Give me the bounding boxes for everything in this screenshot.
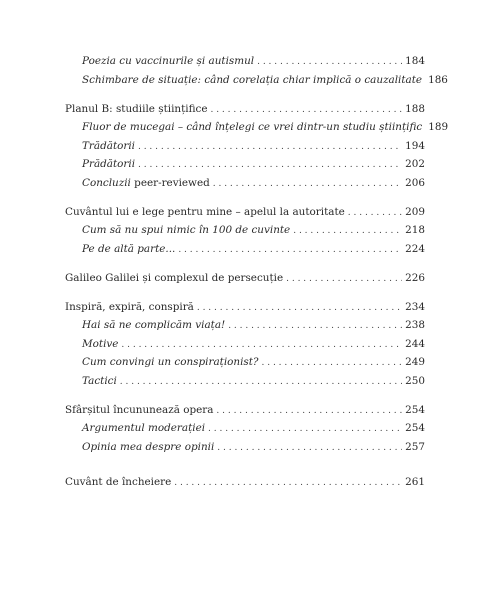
toc-chapter	[65, 203, 425, 222]
toc-chapter-page: 226	[405, 271, 425, 284]
toc-chapter-page: 188	[405, 102, 425, 115]
toc-entry-page: 244	[405, 337, 425, 350]
toc-entry-label: Opinia mea despre opinii	[82, 440, 215, 453]
dot-leader	[213, 174, 402, 194]
dot-leader	[262, 353, 403, 373]
toc-entry	[65, 372, 425, 391]
toc-entry	[65, 71, 448, 90]
toc-entry-label-upright: peer-reviewed	[130, 176, 210, 189]
toc-entry-label: Tactici	[82, 374, 117, 387]
toc-entry	[65, 316, 425, 335]
toc-entry	[65, 174, 425, 193]
toc-entry-label: Poezia cu vaccinurile și autismul	[82, 55, 255, 67]
toc-entry-label: Schimbare de situație: când corelația chiar implică o cauzalitate	[82, 73, 423, 86]
dot-leader	[293, 221, 402, 241]
toc-entry	[65, 52, 425, 71]
toc-chapter-title: Cuvântul lui e lege pentru mine – apelul la autoritate	[65, 205, 345, 218]
toc-entry-label: Cum convingi un conspiraționist?	[82, 356, 259, 368]
toc-chapter-title: Sfârșitul încununează opera	[65, 403, 214, 416]
toc-entry	[65, 118, 449, 137]
toc-chapter	[65, 269, 425, 288]
section-gap	[65, 390, 425, 401]
table-of-contents	[65, 52, 449, 492]
toc-entry	[65, 240, 425, 259]
toc-entry-page: 186	[428, 73, 448, 86]
toc-chapter-page: 261	[405, 476, 425, 488]
toc-chapter-title: Galileo Galilei și complexul de persecuție	[65, 271, 284, 284]
dot-leader	[138, 137, 402, 157]
dot-leader	[178, 240, 402, 260]
toc-chapter-page: 254	[405, 403, 425, 416]
toc-entry-page: 189	[428, 121, 449, 133]
dot-leader	[174, 473, 402, 493]
toc-entry	[65, 353, 425, 372]
dot-leader	[121, 335, 402, 355]
toc-entry	[65, 137, 425, 156]
toc-entry-label: Pe de altă parte...	[82, 242, 176, 255]
toc-entry-label: Hai să ne complicăm viața!	[82, 319, 226, 331]
toc-chapter	[65, 298, 425, 317]
section-gap	[65, 287, 425, 298]
section-gap	[65, 89, 425, 100]
toc-chapter-page: 234	[405, 300, 425, 313]
toc-entry-label	[82, 174, 210, 193]
toc-entry-page: 257	[405, 440, 425, 453]
dot-leader	[228, 316, 402, 336]
toc-entry-label: Fluor de mucegai – când înțelegi ce vrei dintr-un studiu științific	[82, 121, 423, 133]
toc-entry-page: 254	[405, 422, 425, 434]
toc-entry-label-italic: Concluzii	[82, 176, 131, 189]
section-gap	[65, 456, 425, 473]
toc-chapter	[65, 401, 425, 420]
toc-entry-label: Cum să nu spui nimic în 100 de cuvinte	[82, 224, 291, 236]
section-gap	[65, 192, 425, 203]
toc-chapter	[65, 100, 425, 119]
toc-entry-page: 194	[405, 139, 425, 152]
dot-leader	[120, 372, 402, 392]
toc-chapter	[65, 473, 425, 492]
section-gap	[65, 258, 425, 269]
dot-leader	[210, 100, 402, 120]
dot-leader	[348, 203, 402, 223]
dot-leader	[138, 155, 402, 175]
dot-leader	[216, 401, 402, 421]
toc-entry-page: 249	[405, 356, 425, 368]
dot-leader	[208, 419, 402, 439]
toc-entry	[65, 335, 425, 354]
toc-entry-page: 238	[405, 319, 425, 331]
toc-entry-label: Prădătorii	[82, 158, 136, 170]
dot-leader	[286, 269, 402, 289]
toc-chapter-page: 209	[405, 205, 425, 218]
toc-entry	[65, 419, 425, 438]
toc-entry-page: 218	[405, 224, 425, 236]
toc-entry	[65, 221, 425, 240]
toc-chapter-title: Inspiră, expiră, conspiră	[65, 300, 194, 313]
dot-leader	[197, 298, 402, 318]
toc-entry-page: 206	[405, 176, 425, 189]
toc-entry-label: Trădătorii	[82, 139, 135, 152]
toc-chapter-title: Planul B: studiile științifice	[65, 102, 208, 115]
toc-entry-label: Motive	[82, 337, 119, 350]
dot-leader	[257, 52, 402, 72]
toc-entry	[65, 438, 425, 457]
toc-entry-page: 184	[405, 55, 425, 67]
toc-chapter-title: Cuvânt de încheiere	[65, 476, 172, 488]
toc-entry-page: 202	[405, 158, 425, 170]
toc-entry-page: 224	[405, 242, 425, 255]
dot-leader	[217, 438, 402, 458]
toc-entry-page: 250	[405, 374, 425, 387]
toc-entry-label: Argumentul moderației	[82, 422, 206, 434]
toc-entry	[65, 155, 425, 174]
